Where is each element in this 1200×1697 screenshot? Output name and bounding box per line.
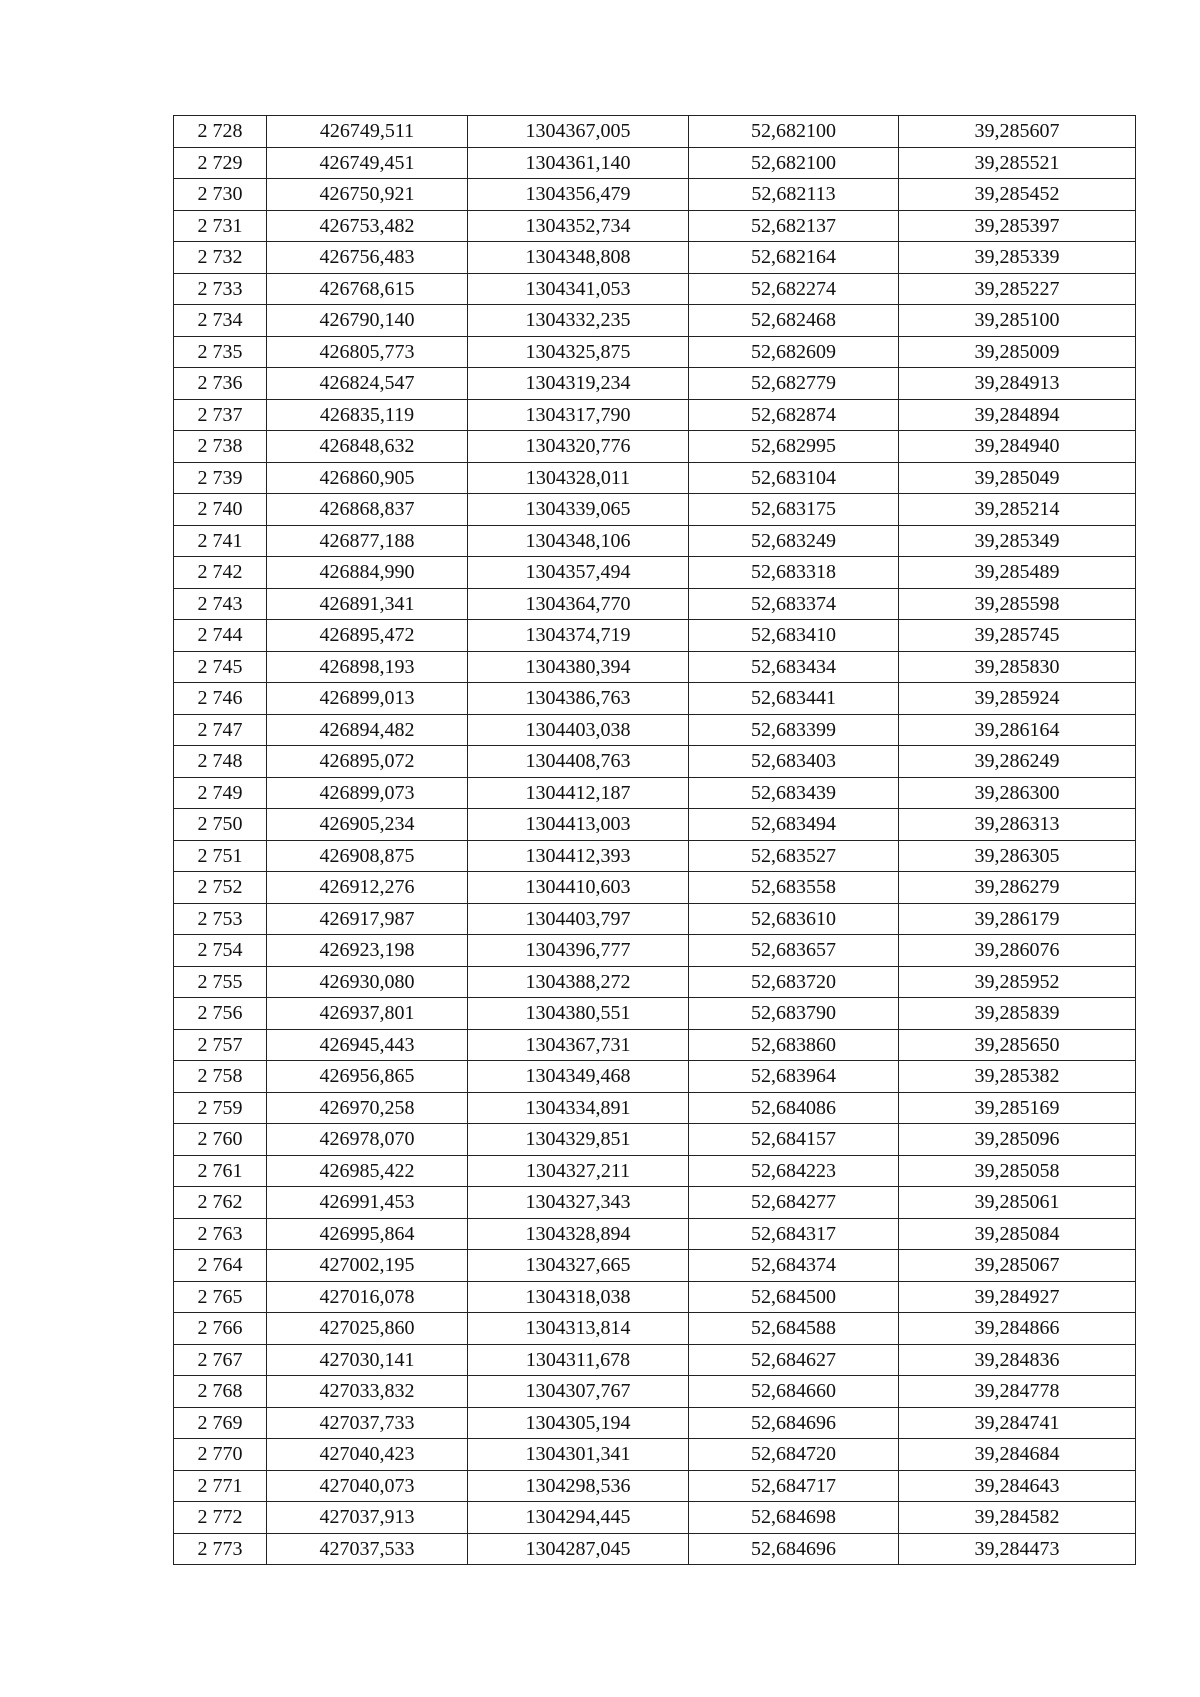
point-number-cell: 2 736: [174, 368, 267, 400]
table-row: [174, 525, 1136, 557]
y-coordinate-cell: 1304319,234: [468, 368, 689, 400]
table-row: [174, 1407, 1136, 1439]
table-row: [174, 1470, 1136, 1502]
latitude-cell: 52,682468: [689, 305, 899, 337]
point-number-cell: 2 741: [174, 525, 267, 557]
latitude-cell: 52,683318: [689, 557, 899, 589]
longitude-cell: 39,284643: [899, 1470, 1136, 1502]
longitude-cell: 39,285058: [899, 1155, 1136, 1187]
table-row: [174, 1344, 1136, 1376]
latitude-cell: 52,683249: [689, 525, 899, 557]
table-row: [174, 588, 1136, 620]
table-row: [174, 872, 1136, 904]
y-coordinate-cell: 1304287,045: [468, 1533, 689, 1565]
y-coordinate-cell: 1304294,445: [468, 1502, 689, 1534]
latitude-cell: 52,682779: [689, 368, 899, 400]
y-coordinate-cell: 1304327,665: [468, 1250, 689, 1282]
y-coordinate-cell: 1304341,053: [468, 273, 689, 305]
y-coordinate-cell: 1304396,777: [468, 935, 689, 967]
point-number-cell: 2 768: [174, 1376, 267, 1408]
longitude-cell: 39,284684: [899, 1439, 1136, 1471]
latitude-cell: 52,682874: [689, 399, 899, 431]
longitude-cell: 39,286313: [899, 809, 1136, 841]
x-coordinate-cell: 426899,013: [267, 683, 468, 715]
table-row: [174, 746, 1136, 778]
y-coordinate-cell: 1304305,194: [468, 1407, 689, 1439]
longitude-cell: 39,285061: [899, 1187, 1136, 1219]
latitude-cell: 52,682100: [689, 147, 899, 179]
x-coordinate-cell: 426908,875: [267, 840, 468, 872]
x-coordinate-cell: 426912,276: [267, 872, 468, 904]
latitude-cell: 52,683494: [689, 809, 899, 841]
x-coordinate-cell: 426753,482: [267, 210, 468, 242]
x-coordinate-cell: 426917,987: [267, 903, 468, 935]
latitude-cell: 52,683720: [689, 966, 899, 998]
longitude-cell: 39,285598: [899, 588, 1136, 620]
longitude-cell: 39,286279: [899, 872, 1136, 904]
table-row: [174, 935, 1136, 967]
coordinates-table: [173, 115, 1136, 1565]
longitude-cell: 39,285489: [899, 557, 1136, 589]
y-coordinate-cell: 1304380,394: [468, 651, 689, 683]
latitude-cell: 52,684696: [689, 1533, 899, 1565]
y-coordinate-cell: 1304339,065: [468, 494, 689, 526]
point-number-cell: 2 764: [174, 1250, 267, 1282]
longitude-cell: 39,284778: [899, 1376, 1136, 1408]
point-number-cell: 2 739: [174, 462, 267, 494]
x-coordinate-cell: 426894,482: [267, 714, 468, 746]
x-coordinate-cell: 426750,921: [267, 179, 468, 211]
x-coordinate-cell: 426790,140: [267, 305, 468, 337]
point-number-cell: 2 731: [174, 210, 267, 242]
y-coordinate-cell: 1304374,719: [468, 620, 689, 652]
longitude-cell: 39,286305: [899, 840, 1136, 872]
latitude-cell: 52,683860: [689, 1029, 899, 1061]
table-row: [174, 116, 1136, 148]
table-row: [174, 147, 1136, 179]
point-number-cell: 2 752: [174, 872, 267, 904]
latitude-cell: 52,683558: [689, 872, 899, 904]
longitude-cell: 39,285397: [899, 210, 1136, 242]
latitude-cell: 52,684588: [689, 1313, 899, 1345]
table-row: [174, 777, 1136, 809]
x-coordinate-cell: 426877,188: [267, 525, 468, 557]
longitude-cell: 39,285650: [899, 1029, 1136, 1061]
x-coordinate-cell: 427025,860: [267, 1313, 468, 1345]
latitude-cell: 52,683410: [689, 620, 899, 652]
table-row: [174, 966, 1136, 998]
x-coordinate-cell: 426756,483: [267, 242, 468, 274]
y-coordinate-cell: 1304307,767: [468, 1376, 689, 1408]
point-number-cell: 2 763: [174, 1218, 267, 1250]
table-row: [174, 683, 1136, 715]
longitude-cell: 39,284741: [899, 1407, 1136, 1439]
y-coordinate-cell: 1304332,235: [468, 305, 689, 337]
point-number-cell: 2 738: [174, 431, 267, 463]
coordinates-table-body: [174, 116, 1136, 1565]
x-coordinate-cell: 427040,073: [267, 1470, 468, 1502]
longitude-cell: 39,285339: [899, 242, 1136, 274]
table-row: [174, 1124, 1136, 1156]
latitude-cell: 52,683399: [689, 714, 899, 746]
longitude-cell: 39,285169: [899, 1092, 1136, 1124]
table-row: [174, 1092, 1136, 1124]
x-coordinate-cell: 426985,422: [267, 1155, 468, 1187]
x-coordinate-cell: 426824,547: [267, 368, 468, 400]
table-row: [174, 462, 1136, 494]
y-coordinate-cell: 1304361,140: [468, 147, 689, 179]
y-coordinate-cell: 1304408,763: [468, 746, 689, 778]
y-coordinate-cell: 1304328,894: [468, 1218, 689, 1250]
y-coordinate-cell: 1304327,211: [468, 1155, 689, 1187]
y-coordinate-cell: 1304403,797: [468, 903, 689, 935]
x-coordinate-cell: 426895,072: [267, 746, 468, 778]
y-coordinate-cell: 1304348,106: [468, 525, 689, 557]
longitude-cell: 39,284927: [899, 1281, 1136, 1313]
table-row: [174, 1533, 1136, 1565]
longitude-cell: 39,285452: [899, 179, 1136, 211]
table-row: [174, 651, 1136, 683]
x-coordinate-cell: 426937,801: [267, 998, 468, 1030]
latitude-cell: 52,683104: [689, 462, 899, 494]
point-number-cell: 2 753: [174, 903, 267, 935]
latitude-cell: 52,682164: [689, 242, 899, 274]
x-coordinate-cell: 427002,195: [267, 1250, 468, 1282]
x-coordinate-cell: 426868,837: [267, 494, 468, 526]
x-coordinate-cell: 426923,198: [267, 935, 468, 967]
point-number-cell: 2 734: [174, 305, 267, 337]
point-number-cell: 2 755: [174, 966, 267, 998]
longitude-cell: 39,285839: [899, 998, 1136, 1030]
y-coordinate-cell: 1304412,187: [468, 777, 689, 809]
x-coordinate-cell: 426956,865: [267, 1061, 468, 1093]
point-number-cell: 2 742: [174, 557, 267, 589]
table-row: [174, 179, 1136, 211]
x-coordinate-cell: 426835,119: [267, 399, 468, 431]
longitude-cell: 39,285607: [899, 116, 1136, 148]
table-row: [174, 1376, 1136, 1408]
longitude-cell: 39,285745: [899, 620, 1136, 652]
point-number-cell: 2 728: [174, 116, 267, 148]
y-coordinate-cell: 1304325,875: [468, 336, 689, 368]
x-coordinate-cell: 427040,423: [267, 1439, 468, 1471]
table-row: [174, 714, 1136, 746]
point-number-cell: 2 770: [174, 1439, 267, 1471]
y-coordinate-cell: 1304388,272: [468, 966, 689, 998]
point-number-cell: 2 745: [174, 651, 267, 683]
point-number-cell: 2 758: [174, 1061, 267, 1093]
latitude-cell: 52,684500: [689, 1281, 899, 1313]
point-number-cell: 2 744: [174, 620, 267, 652]
latitude-cell: 52,683964: [689, 1061, 899, 1093]
longitude-cell: 39,286164: [899, 714, 1136, 746]
y-coordinate-cell: 1304357,494: [468, 557, 689, 589]
longitude-cell: 39,286300: [899, 777, 1136, 809]
longitude-cell: 39,285382: [899, 1061, 1136, 1093]
point-number-cell: 2 769: [174, 1407, 267, 1439]
table-row: [174, 399, 1136, 431]
point-number-cell: 2 735: [174, 336, 267, 368]
longitude-cell: 39,285924: [899, 683, 1136, 715]
y-coordinate-cell: 1304329,851: [468, 1124, 689, 1156]
latitude-cell: 52,684374: [689, 1250, 899, 1282]
point-number-cell: 2 730: [174, 179, 267, 211]
point-number-cell: 2 762: [174, 1187, 267, 1219]
point-number-cell: 2 729: [174, 147, 267, 179]
longitude-cell: 39,285049: [899, 462, 1136, 494]
latitude-cell: 52,684223: [689, 1155, 899, 1187]
x-coordinate-cell: 427033,832: [267, 1376, 468, 1408]
point-number-cell: 2 767: [174, 1344, 267, 1376]
table-row: [174, 998, 1136, 1030]
y-coordinate-cell: 1304320,776: [468, 431, 689, 463]
longitude-cell: 39,285830: [899, 651, 1136, 683]
point-number-cell: 2 748: [174, 746, 267, 778]
table-row: [174, 1187, 1136, 1219]
point-number-cell: 2 765: [174, 1281, 267, 1313]
latitude-cell: 52,683657: [689, 935, 899, 967]
latitude-cell: 52,684317: [689, 1218, 899, 1250]
x-coordinate-cell: 427030,141: [267, 1344, 468, 1376]
point-number-cell: 2 737: [174, 399, 267, 431]
latitude-cell: 52,682609: [689, 336, 899, 368]
point-number-cell: 2 761: [174, 1155, 267, 1187]
table-row: [174, 494, 1136, 526]
point-number-cell: 2 749: [174, 777, 267, 809]
y-coordinate-cell: 1304412,393: [468, 840, 689, 872]
longitude-cell: 39,285096: [899, 1124, 1136, 1156]
table-row: [174, 1029, 1136, 1061]
longitude-cell: 39,284913: [899, 368, 1136, 400]
x-coordinate-cell: 426899,073: [267, 777, 468, 809]
table-row: [174, 1218, 1136, 1250]
y-coordinate-cell: 1304311,678: [468, 1344, 689, 1376]
point-number-cell: 2 759: [174, 1092, 267, 1124]
latitude-cell: 52,684698: [689, 1502, 899, 1534]
table-row: [174, 1061, 1136, 1093]
y-coordinate-cell: 1304334,891: [468, 1092, 689, 1124]
point-number-cell: 2 757: [174, 1029, 267, 1061]
x-coordinate-cell: 426749,511: [267, 116, 468, 148]
longitude-cell: 39,285349: [899, 525, 1136, 557]
table-row: [174, 1250, 1136, 1282]
point-number-cell: 2 772: [174, 1502, 267, 1534]
longitude-cell: 39,284836: [899, 1344, 1136, 1376]
latitude-cell: 52,682995: [689, 431, 899, 463]
y-coordinate-cell: 1304386,763: [468, 683, 689, 715]
table-row: [174, 273, 1136, 305]
latitude-cell: 52,684696: [689, 1407, 899, 1439]
latitude-cell: 52,684720: [689, 1439, 899, 1471]
x-coordinate-cell: 426898,193: [267, 651, 468, 683]
point-number-cell: 2 743: [174, 588, 267, 620]
y-coordinate-cell: 1304318,038: [468, 1281, 689, 1313]
point-number-cell: 2 746: [174, 683, 267, 715]
x-coordinate-cell: 426905,234: [267, 809, 468, 841]
table-row: [174, 1155, 1136, 1187]
y-coordinate-cell: 1304328,011: [468, 462, 689, 494]
latitude-cell: 52,684157: [689, 1124, 899, 1156]
x-coordinate-cell: 426991,453: [267, 1187, 468, 1219]
latitude-cell: 52,682100: [689, 116, 899, 148]
x-coordinate-cell: 426895,472: [267, 620, 468, 652]
x-coordinate-cell: 427037,733: [267, 1407, 468, 1439]
latitude-cell: 52,683441: [689, 683, 899, 715]
table-row: [174, 1281, 1136, 1313]
y-coordinate-cell: 1304352,734: [468, 210, 689, 242]
table-row: [174, 1439, 1136, 1471]
x-coordinate-cell: 426978,070: [267, 1124, 468, 1156]
y-coordinate-cell: 1304301,341: [468, 1439, 689, 1471]
table-row: [174, 903, 1136, 935]
x-coordinate-cell: 427037,533: [267, 1533, 468, 1565]
latitude-cell: 52,682137: [689, 210, 899, 242]
y-coordinate-cell: 1304380,551: [468, 998, 689, 1030]
longitude-cell: 39,285067: [899, 1250, 1136, 1282]
point-number-cell: 2 756: [174, 998, 267, 1030]
latitude-cell: 52,684717: [689, 1470, 899, 1502]
y-coordinate-cell: 1304367,731: [468, 1029, 689, 1061]
point-number-cell: 2 773: [174, 1533, 267, 1565]
longitude-cell: 39,286076: [899, 935, 1136, 967]
table-row: [174, 368, 1136, 400]
point-number-cell: 2 740: [174, 494, 267, 526]
point-number-cell: 2 771: [174, 1470, 267, 1502]
latitude-cell: 52,683374: [689, 588, 899, 620]
y-coordinate-cell: 1304348,808: [468, 242, 689, 274]
table-row: [174, 1502, 1136, 1534]
y-coordinate-cell: 1304298,536: [468, 1470, 689, 1502]
latitude-cell: 52,683439: [689, 777, 899, 809]
table-row: [174, 557, 1136, 589]
x-coordinate-cell: 426884,990: [267, 557, 468, 589]
longitude-cell: 39,286249: [899, 746, 1136, 778]
longitude-cell: 39,284866: [899, 1313, 1136, 1345]
table-row: [174, 620, 1136, 652]
table-row: [174, 1313, 1136, 1345]
latitude-cell: 52,684086: [689, 1092, 899, 1124]
table-row: [174, 305, 1136, 337]
table-row: [174, 210, 1136, 242]
x-coordinate-cell: 426848,632: [267, 431, 468, 463]
latitude-cell: 52,683434: [689, 651, 899, 683]
point-number-cell: 2 732: [174, 242, 267, 274]
latitude-cell: 52,682113: [689, 179, 899, 211]
x-coordinate-cell: 426995,864: [267, 1218, 468, 1250]
y-coordinate-cell: 1304317,790: [468, 399, 689, 431]
longitude-cell: 39,285009: [899, 336, 1136, 368]
latitude-cell: 52,682274: [689, 273, 899, 305]
x-coordinate-cell: 426860,905: [267, 462, 468, 494]
longitude-cell: 39,284582: [899, 1502, 1136, 1534]
point-number-cell: 2 760: [174, 1124, 267, 1156]
latitude-cell: 52,683175: [689, 494, 899, 526]
y-coordinate-cell: 1304410,603: [468, 872, 689, 904]
y-coordinate-cell: 1304327,343: [468, 1187, 689, 1219]
y-coordinate-cell: 1304364,770: [468, 588, 689, 620]
latitude-cell: 52,683790: [689, 998, 899, 1030]
x-coordinate-cell: 427037,913: [267, 1502, 468, 1534]
point-number-cell: 2 751: [174, 840, 267, 872]
longitude-cell: 39,285214: [899, 494, 1136, 526]
y-coordinate-cell: 1304349,468: [468, 1061, 689, 1093]
point-number-cell: 2 750: [174, 809, 267, 841]
y-coordinate-cell: 1304356,479: [468, 179, 689, 211]
latitude-cell: 52,683527: [689, 840, 899, 872]
longitude-cell: 39,285952: [899, 966, 1136, 998]
x-coordinate-cell: 427016,078: [267, 1281, 468, 1313]
latitude-cell: 52,683610: [689, 903, 899, 935]
x-coordinate-cell: 426768,615: [267, 273, 468, 305]
longitude-cell: 39,285521: [899, 147, 1136, 179]
longitude-cell: 39,286179: [899, 903, 1136, 935]
point-number-cell: 2 733: [174, 273, 267, 305]
longitude-cell: 39,284473: [899, 1533, 1136, 1565]
y-coordinate-cell: 1304403,038: [468, 714, 689, 746]
latitude-cell: 52,684277: [689, 1187, 899, 1219]
longitude-cell: 39,285227: [899, 273, 1136, 305]
table-row: [174, 242, 1136, 274]
latitude-cell: 52,684627: [689, 1344, 899, 1376]
x-coordinate-cell: 426891,341: [267, 588, 468, 620]
x-coordinate-cell: 426945,443: [267, 1029, 468, 1061]
x-coordinate-cell: 426970,258: [267, 1092, 468, 1124]
latitude-cell: 52,683403: [689, 746, 899, 778]
y-coordinate-cell: 1304413,003: [468, 809, 689, 841]
x-coordinate-cell: 426930,080: [267, 966, 468, 998]
table-row: [174, 809, 1136, 841]
longitude-cell: 39,285084: [899, 1218, 1136, 1250]
x-coordinate-cell: 426805,773: [267, 336, 468, 368]
y-coordinate-cell: 1304367,005: [468, 116, 689, 148]
longitude-cell: 39,285100: [899, 305, 1136, 337]
table-row: [174, 431, 1136, 463]
point-number-cell: 2 747: [174, 714, 267, 746]
table-row: [174, 336, 1136, 368]
longitude-cell: 39,284894: [899, 399, 1136, 431]
x-coordinate-cell: 426749,451: [267, 147, 468, 179]
point-number-cell: 2 754: [174, 935, 267, 967]
table-row: [174, 840, 1136, 872]
latitude-cell: 52,684660: [689, 1376, 899, 1408]
longitude-cell: 39,284940: [899, 431, 1136, 463]
point-number-cell: 2 766: [174, 1313, 267, 1345]
y-coordinate-cell: 1304313,814: [468, 1313, 689, 1345]
